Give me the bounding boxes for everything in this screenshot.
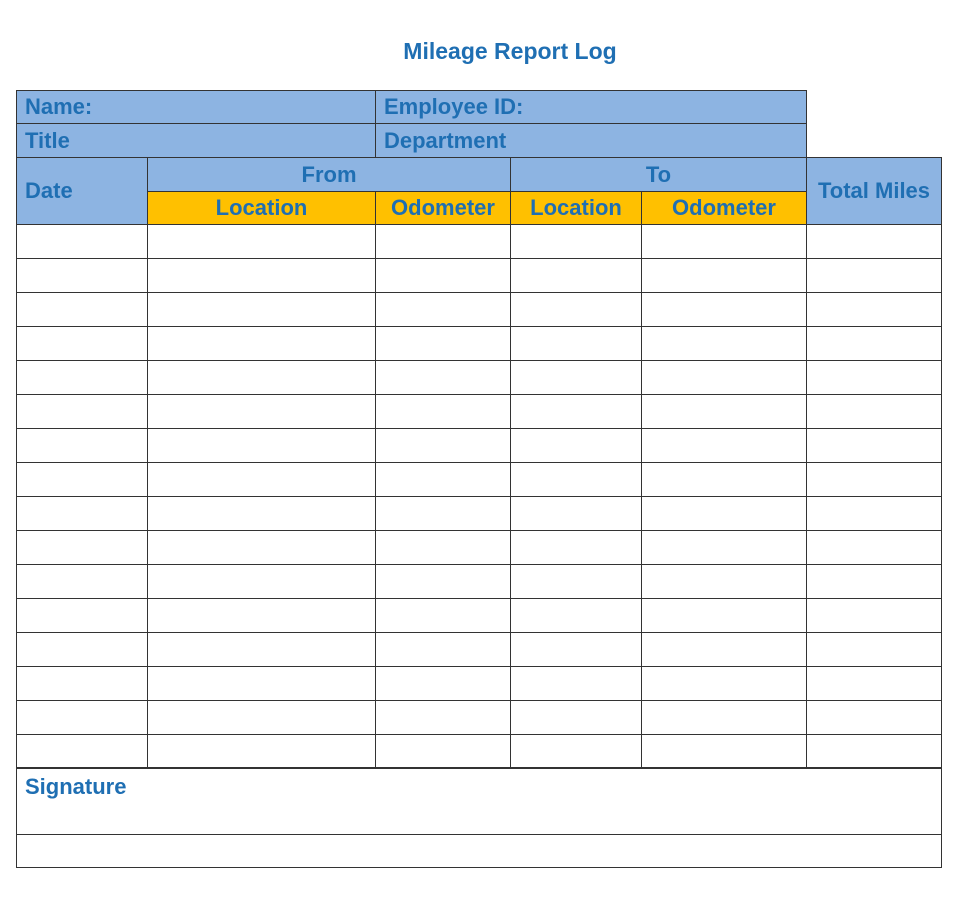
to-location-cell[interactable] xyxy=(510,598,642,633)
from-location-cell[interactable] xyxy=(147,734,376,769)
total-miles-cell[interactable] xyxy=(806,360,942,395)
to-odometer-cell[interactable] xyxy=(641,360,807,395)
to-location-cell[interactable] xyxy=(510,394,642,429)
total-miles-cell[interactable] xyxy=(806,564,942,599)
to-odometer-cell[interactable] xyxy=(641,496,807,531)
to-location-cell[interactable] xyxy=(510,734,642,769)
date-cell[interactable] xyxy=(16,496,148,531)
date-cell[interactable] xyxy=(16,462,148,497)
from-location-cell[interactable] xyxy=(147,224,376,259)
to-odometer-cell[interactable] xyxy=(641,224,807,259)
to-odometer-header: Odometer xyxy=(641,191,807,225)
name-label: Name: xyxy=(16,90,376,124)
to-location-cell[interactable] xyxy=(510,292,642,327)
from-location-cell[interactable] xyxy=(147,428,376,463)
total-miles-cell[interactable] xyxy=(806,530,942,565)
to-odometer-cell[interactable] xyxy=(641,394,807,429)
from-location-cell[interactable] xyxy=(147,258,376,293)
from-location-cell[interactable] xyxy=(147,530,376,565)
to-odometer-cell[interactable] xyxy=(641,428,807,463)
to-odometer-cell[interactable] xyxy=(641,700,807,735)
to-odometer-cell[interactable] xyxy=(641,734,807,769)
to-location-cell[interactable] xyxy=(510,666,642,701)
total-miles-cell[interactable] xyxy=(806,326,942,361)
to-location-cell[interactable] xyxy=(510,360,642,395)
total-miles-header: Total Miles xyxy=(806,157,942,225)
total-miles-cell[interactable] xyxy=(806,666,942,701)
total-miles-cell[interactable] xyxy=(806,598,942,633)
to-odometer-cell[interactable] xyxy=(641,326,807,361)
from-odometer-cell[interactable] xyxy=(375,224,511,259)
to-odometer-cell[interactable] xyxy=(641,666,807,701)
to-header: To xyxy=(510,157,807,192)
from-odometer-cell[interactable] xyxy=(375,632,511,667)
date-cell[interactable] xyxy=(16,530,148,565)
to-odometer-cell[interactable] xyxy=(641,292,807,327)
date-cell[interactable] xyxy=(16,326,148,361)
from-location-cell[interactable] xyxy=(147,666,376,701)
total-miles-cell[interactable] xyxy=(806,496,942,531)
to-location-cell[interactable] xyxy=(510,632,642,667)
from-odometer-header: Odometer xyxy=(375,191,511,225)
to-location-cell[interactable] xyxy=(510,564,642,599)
date-cell[interactable] xyxy=(16,666,148,701)
from-odometer-cell[interactable] xyxy=(375,360,511,395)
total-miles-cell[interactable] xyxy=(806,394,942,429)
from-location-cell[interactable] xyxy=(147,394,376,429)
to-odometer-cell[interactable] xyxy=(641,462,807,497)
date-cell[interactable] xyxy=(16,258,148,293)
from-odometer-cell[interactable] xyxy=(375,462,511,497)
from-odometer-cell[interactable] xyxy=(375,496,511,531)
page-title: Mileage Report Log xyxy=(403,38,617,64)
from-location-cell[interactable] xyxy=(147,598,376,633)
total-miles-cell[interactable] xyxy=(806,258,942,293)
employee-id-label: Employee ID: xyxy=(375,90,807,124)
title-label: Title xyxy=(16,123,376,158)
department-label: Department xyxy=(375,123,807,158)
signature-label: Signature xyxy=(16,767,942,835)
from-header: From xyxy=(147,157,511,192)
date-header: Date xyxy=(16,157,148,225)
to-odometer-cell[interactable] xyxy=(641,564,807,599)
date-cell[interactable] xyxy=(16,598,148,633)
to-location-cell[interactable] xyxy=(510,428,642,463)
total-miles-cell[interactable] xyxy=(806,224,942,259)
from-location-cell[interactable] xyxy=(147,564,376,599)
total-miles-cell[interactable] xyxy=(806,462,942,497)
from-odometer-cell[interactable] xyxy=(375,428,511,463)
total-miles-cell[interactable] xyxy=(806,734,942,769)
from-odometer-cell[interactable] xyxy=(375,734,511,769)
from-location-cell[interactable] xyxy=(147,496,376,531)
from-location-cell[interactable] xyxy=(147,632,376,667)
to-odometer-cell[interactable] xyxy=(641,530,807,565)
date-cell[interactable] xyxy=(16,292,148,327)
to-odometer-cell[interactable] xyxy=(641,258,807,293)
to-location-header: Location xyxy=(510,191,642,225)
date-cell[interactable] xyxy=(16,394,148,429)
to-location-cell[interactable] xyxy=(510,224,642,259)
to-odometer-cell[interactable] xyxy=(641,598,807,633)
total-miles-cell[interactable] xyxy=(806,428,942,463)
date-cell[interactable] xyxy=(16,700,148,735)
total-miles-cell[interactable] xyxy=(806,700,942,735)
from-location-cell[interactable] xyxy=(147,360,376,395)
from-location-cell[interactable] xyxy=(147,700,376,735)
date-cell[interactable] xyxy=(16,632,148,667)
date-cell[interactable] xyxy=(16,564,148,599)
to-location-cell[interactable] xyxy=(510,496,642,531)
total-miles-cell[interactable] xyxy=(806,292,942,327)
from-odometer-cell[interactable] xyxy=(375,394,511,429)
from-odometer-cell[interactable] xyxy=(375,292,511,327)
to-location-cell[interactable] xyxy=(510,462,642,497)
from-location-header: Location xyxy=(147,191,376,225)
date-cell[interactable] xyxy=(16,360,148,395)
from-odometer-cell[interactable] xyxy=(375,530,511,565)
from-odometer-cell[interactable] xyxy=(375,258,511,293)
signature-line[interactable] xyxy=(16,834,942,868)
date-cell[interactable] xyxy=(16,734,148,769)
from-location-cell[interactable] xyxy=(147,462,376,497)
from-odometer-cell[interactable] xyxy=(375,700,511,735)
to-odometer-cell[interactable] xyxy=(641,632,807,667)
date-cell[interactable] xyxy=(16,428,148,463)
total-miles-cell[interactable] xyxy=(806,632,942,667)
to-location-cell[interactable] xyxy=(510,258,642,293)
from-odometer-cell[interactable] xyxy=(375,598,511,633)
from-location-cell[interactable] xyxy=(147,292,376,327)
from-odometer-cell[interactable] xyxy=(375,564,511,599)
to-location-cell[interactable] xyxy=(510,326,642,361)
from-location-cell[interactable] xyxy=(147,326,376,361)
date-cell[interactable] xyxy=(16,224,148,259)
to-location-cell[interactable] xyxy=(510,700,642,735)
from-odometer-cell[interactable] xyxy=(375,326,511,361)
from-odometer-cell[interactable] xyxy=(375,666,511,701)
to-location-cell[interactable] xyxy=(510,530,642,565)
